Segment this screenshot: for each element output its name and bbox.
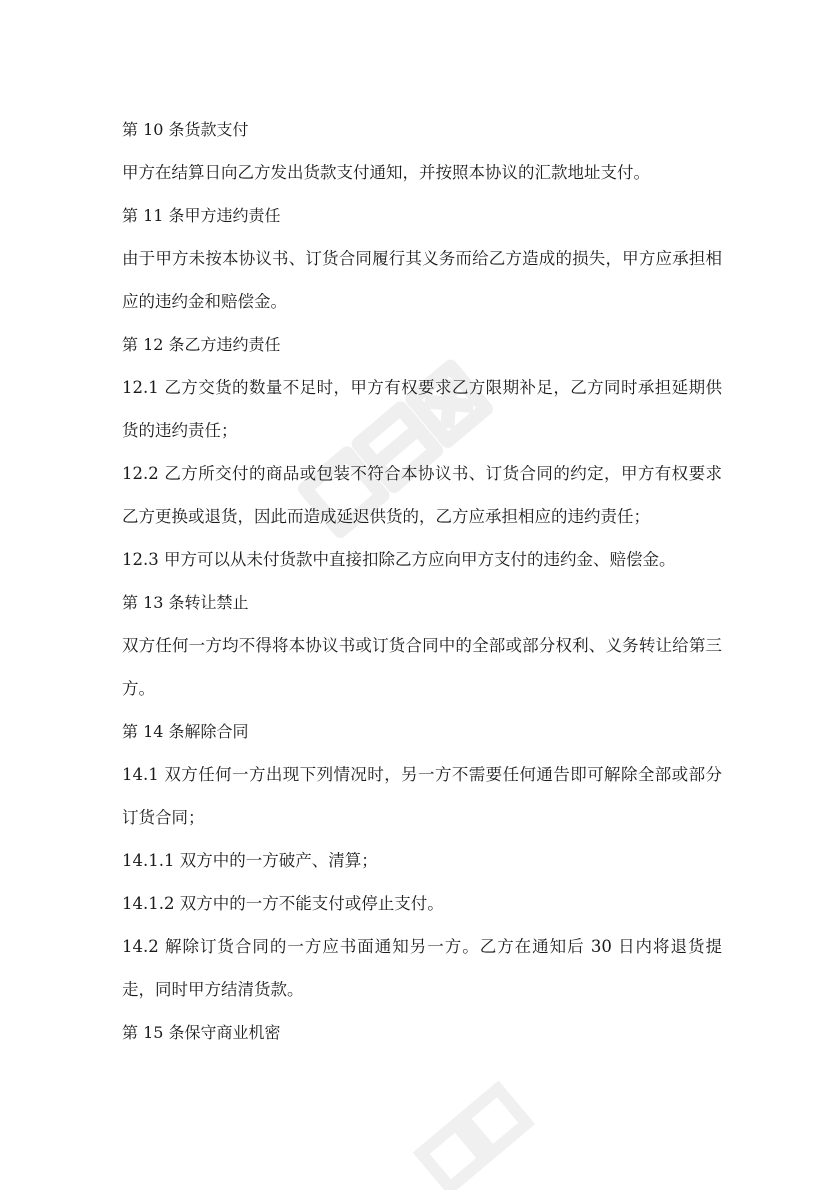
section-heading: 第 14 条解除合同 (122, 722, 249, 741)
section-heading: 第 10 条货款支付 (122, 120, 249, 139)
watermark-logo-bottom-icon (380, 1070, 580, 1190)
paragraph: 12.2 乙方所交付的商品或包装不符合本协议书、订货合同的约定，甲方有权要求乙方更换或退货，因此而造成延迟供货的，乙方应承担相应的违约责任； (122, 464, 722, 526)
document-body (122, 108, 722, 1054)
paragraph: 甲方在结算日向乙方发出货款支付通知，并按照本协议的汇款地址支付。 (122, 163, 650, 182)
paragraph: 双方任何一方均不得将本协议书或订货合同中的全部或部分权利、义务转让给第三方。 (122, 636, 722, 698)
paragraph: 12.3 甲方可以从未付货款中直接扣除乙方应向甲方支付的违约金、赔偿金。 (122, 550, 676, 569)
paragraph: 由于甲方未按本协议书、订货合同履行其义务而给乙方造成的损失，甲方应承担相应的违约金和赔偿金。 (122, 249, 722, 311)
paragraph: 14.1.1 双方中的一方破产、清算； (122, 851, 378, 870)
paragraph: 14.1 双方任何一方出现下列情况时，另一方不需要任何通告即可解除全部或部分订货合同； (122, 765, 722, 827)
section-heading: 第 15 条保守商业机密 (122, 1023, 281, 1042)
paragraph: 12.1 乙方交货的数量不足时，甲方有权要求乙方限期补足，乙方同时承担延期供货的违约责任； (122, 378, 722, 440)
paragraph: 14.2 解除订货合同的一方应书面通知另一方。乙方在通知后 30 日内将退货提走，同时甲方结清货款。 (122, 937, 722, 999)
section-heading: 第 11 条甲方违约责任 (122, 206, 281, 225)
section-heading: 第 12 条乙方违约责任 (122, 335, 281, 354)
section-heading: 第 13 条转让禁止 (122, 593, 249, 612)
paragraph: 14.1.2 双方中的一方不能支付或停止支付。 (122, 894, 444, 913)
